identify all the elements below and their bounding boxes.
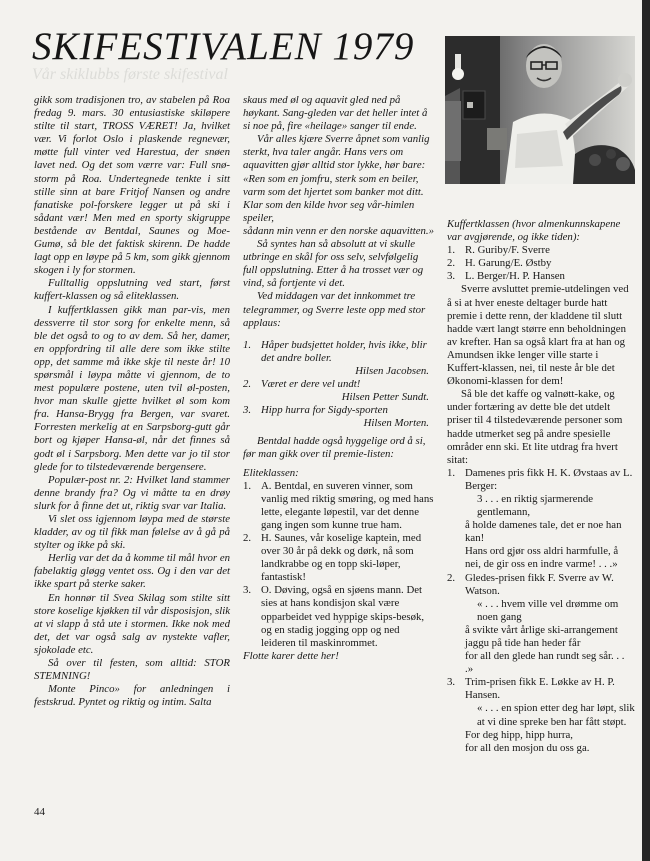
kuffert-heading: Kuffertklassen (hvor almenkunnskapene var avgjørende, og ikke tiden):: [447, 218, 621, 244]
col1-paragraph-9: Monte Pinco» for anledningen i festskrud. Pyntet og riktig og intim. Salta: [34, 683, 230, 709]
photo-illustration: [445, 36, 635, 184]
elite-item: [243, 480, 435, 532]
prize-line: for all den glede han rundt seg sår. . . .»: [465, 650, 625, 676]
prize-line: å holde damenes tale, det er noe han kan!: [465, 519, 622, 545]
prize-line: 3 . . . en riktig sjarmerende gentlemann,: [477, 492, 594, 519]
telegram-signature: Hilsen Morten.: [363, 417, 429, 430]
telegram-text: Været er dere vel undt!: [261, 377, 361, 390]
kuffert-list: [447, 244, 635, 283]
prize-line: For deg hipp, hipp hurra,: [465, 728, 573, 741]
page-binding-edge: [642, 0, 650, 861]
telegram-item: [243, 404, 435, 430]
elite-item: [243, 532, 435, 584]
article-title: SKIFESTIVALEN 1979: [32, 25, 415, 68]
kuffert-item: [447, 257, 635, 270]
column-1: [34, 94, 230, 709]
kuffert-number: 3.: [447, 270, 456, 283]
col2-telegram-intro: Ved middagen var det innkommet tre telegrammer, og Sverre leste opp med stor applaus:: [243, 290, 426, 329]
prize-line: for all den mosjon du oss ga.: [465, 741, 590, 754]
kuffert-text: H. Garung/E. Østby: [465, 257, 552, 270]
col1-paragraph-6: Herlig var det da å komme til mål hvor en fabelaktig gløgg ventet oss. Og i den var det ikke spart på sterke saker.: [34, 552, 231, 591]
telegram-list: [243, 339, 435, 431]
col1-paragraph-3: I kuffertklassen gikk man par-vis, men dessverre til stor sorg for enkelte menn, så ble det også to og to av dem. Så her, damer, en oppfordring til alle dere som ikke stilte opp, det samme må ikke skje til neste år! 10 spørsmål i løypa måtte vi gjennom, de to mest populære postene, uten tvil øl-posten, hvor man skulle gjette hvilket øl som kom fra. Hansa-Brygg fra Bergen, var svaret. Forresten merkelig at en Sarpsborg-gutt går bort og kjøper Hansa-øl, når det finnes så godt øl i Sarpsborg. Men dette var jo til stor glede for to tilstedeværende bergensere.: [34, 303, 230, 473]
prize-line: å svikte vårt årlige ski-arrangement jaggu på tide han heder får: [465, 623, 618, 649]
elite-text: O. Døving, også en sjøens mann. Det sies at hans kondisjon skal være opparbeidet ved hyppige skips-besøk, og en stadig jogging opp og ned leideren til maskinrommet.: [261, 584, 425, 649]
kuffert-item: [447, 270, 635, 283]
prize-line: Gledes-prisen fikk F. Sverre av W. Watson.: [465, 571, 614, 597]
verse-line: «Ren som en jomfru, sterk som en beiler,: [243, 172, 419, 185]
elite-number: 1.: [243, 479, 252, 492]
telegram-number: 1.: [243, 338, 252, 351]
telegram-item: [243, 378, 435, 404]
prize-line: Trim-prisen fikk E. Løkke av H. P. Hansen.: [465, 676, 615, 702]
col2-prize-intro: Bentdal hadde også hyggelige ord å si, før man gikk over til premie-listen:: [243, 435, 426, 461]
prize-number: 1.: [447, 466, 456, 479]
telegram-item: [243, 339, 435, 378]
column-2: [243, 94, 435, 663]
verse-line: sådann min venn er den norske aquavitten.»: [243, 224, 435, 237]
verse-line: varm som det hjertet som banker mot ditt.: [243, 185, 424, 198]
col1-paragraph-7: En honnør til Svea Skilag som stilte sitt store koselige kjøkken til vår disposisjon, slik at vi slapp å stå ute i stormen. Ikke nok med det, det var også salg av nystekte vafler, sjokolade etc.: [34, 591, 230, 656]
col1-paragraph-5: Vi slet oss igjennom løypa med de største kladder, av og til fikk man følelse av å gå på stylter og ikke på ski.: [34, 513, 230, 552]
kuffert-text: L. Berger/H. P. Hansen: [465, 270, 565, 283]
bleed-through-text: Vår skiklubbs første skifestival: [32, 66, 228, 83]
elite-item: [243, 584, 435, 649]
telegram-text: Håper budsjettet holder, hvis ikke, blir det andre boller.: [261, 338, 427, 364]
col2-closing: Flotte karer dette her!: [243, 649, 339, 662]
elite-list: [243, 480, 435, 650]
col1-paragraph-8: Så over til festen, som alltid: STOR STEMNING!: [34, 657, 230, 683]
elite-text: A. Bentdal, en suveren vinner, som vanlig med riktig smøring, og med hans lette, elegante løpestil, var det denne gang ingen som kunne true ham.: [261, 479, 434, 531]
telegram-signature: Hilsen Petter Sundt.: [341, 391, 429, 404]
col2-after-verse: Så syntes han så absolutt at vi skulle utbringe en skål for oss selv, selvfølgelig full oppslutning. Etter å ha trosset vær og vind, så fortjente vi det.: [243, 238, 424, 290]
telegram-text: Hipp hurra for Sigdy-sporten: [261, 404, 388, 417]
telegram-number: 2.: [243, 377, 252, 390]
kuffert-item: [447, 244, 635, 257]
prize-item: [447, 676, 635, 755]
col2-intro: skaus med øl og aquavit gled ned på høykant. Sang-gleden var det heller intet å si noe på, fire «heilage» sanger til ende.: [243, 94, 428, 133]
prize-line: « . . . en spion etter deg har løpt, slik at vi dine spreke ben har fått støpt.: [477, 702, 635, 728]
article-photo: [445, 36, 635, 184]
kuffert-number: 1.: [447, 244, 456, 257]
prize-number: 2.: [447, 571, 456, 584]
col1-paragraph-1: gikk som tradisjonen tro, av stabelen på Roa fredag 9. mars. 30 entusiastiske skiløpere stilte til start, TROSS VÆRET! Ja, hvilket vær. Vi forlot Oslo i plaskende regnevær, møtte full vinter ved Harestua, der snøen lavet ned. Og det som værre var: Full snø-storm på Roa. Undertegnede tenkte i sitt stille sinn at bare Fritjof Nansen og andre fanatiske pol-forskere legger ut på ski i sådant vær! Men med en sporty skigruppe bestående av Bentdal, Saunes og Moe-Gumø, så ble det faktisk skirenn. De hadde lagt opp en løype på 5 km, som gikk gjennom skogen i ly for stormen.: [34, 94, 230, 277]
col2-sverre: Vår alles kjære Sverre åpnet som vanlig sterkt, hva taler angår. Hans vers om aquavitten gjør alltid stor lykke, hør bare:: [243, 133, 430, 172]
prize-number: 3.: [447, 676, 456, 689]
col3-paragraph-1: Sverre avsluttet premie-utdelingen ved å si at hver eneste deltager burde hatt premie i dette renn, der kladdene til slutt hadde vært langt større enn beholdningen av krefter. Han sa også klart fra at han og Amundsen ikke lenger ville starte i Kuffert-klassen, nei, til neste år ble det Økonomi-klassen for dem!: [447, 283, 629, 388]
column-3: [447, 218, 635, 755]
elite-number: 2.: [243, 532, 252, 544]
kuffert-number: 2.: [447, 257, 456, 270]
col3-paragraph-2: Så ble det kaffe og valnøtt-kake, og under fortæring av dette ble det utdelt priser til 4 tilstedeværende personer som hadde utmerket seg på andre spesielle områder enn ski. Et lite utdrag fra hvert sitat:: [447, 388, 623, 466]
page-number: 44: [34, 806, 45, 818]
prize-line: Damenes pris fikk H. K. Øvstaas av L. Berger:: [465, 466, 633, 492]
prize-item: [447, 572, 635, 677]
elite-heading: Eliteklassen:: [243, 466, 299, 479]
prize-line: Hans ord gjør oss aldri harmfulle, å nei, de gir oss en indre varme! . . .»: [465, 545, 619, 571]
elite-number: 3.: [243, 584, 252, 597]
prize-item: [447, 467, 635, 572]
telegram-signature: Hilsen Jacobsen.: [355, 364, 429, 377]
prize-line: « . . . hvem ville vel drømme om noen gang: [477, 597, 619, 623]
telegram-number: 3.: [243, 404, 252, 417]
kuffert-text: R. Guriby/F. Sverre: [465, 244, 550, 257]
verse-line: Klar som den kilde hvor seg vår-himlen speiler,: [243, 198, 415, 224]
col1-paragraph-4: Populær-post nr. 2: Hvilket land stammer denne brandy fra? Og vi måtte ta en drøy slurk for å finne det ut, riktig svar var Italia.: [34, 473, 230, 512]
elite-text: H. Saunes, vår koselige kaptein, med over 30 år på dekk og dørk, nå som landkrabbe og en topp ski-løper, fantastisk!: [261, 532, 422, 584]
col1-paragraph-2: Fulltallig oppslutning ved start, først kuffert-klassen og så eliteklassen.: [34, 277, 230, 303]
